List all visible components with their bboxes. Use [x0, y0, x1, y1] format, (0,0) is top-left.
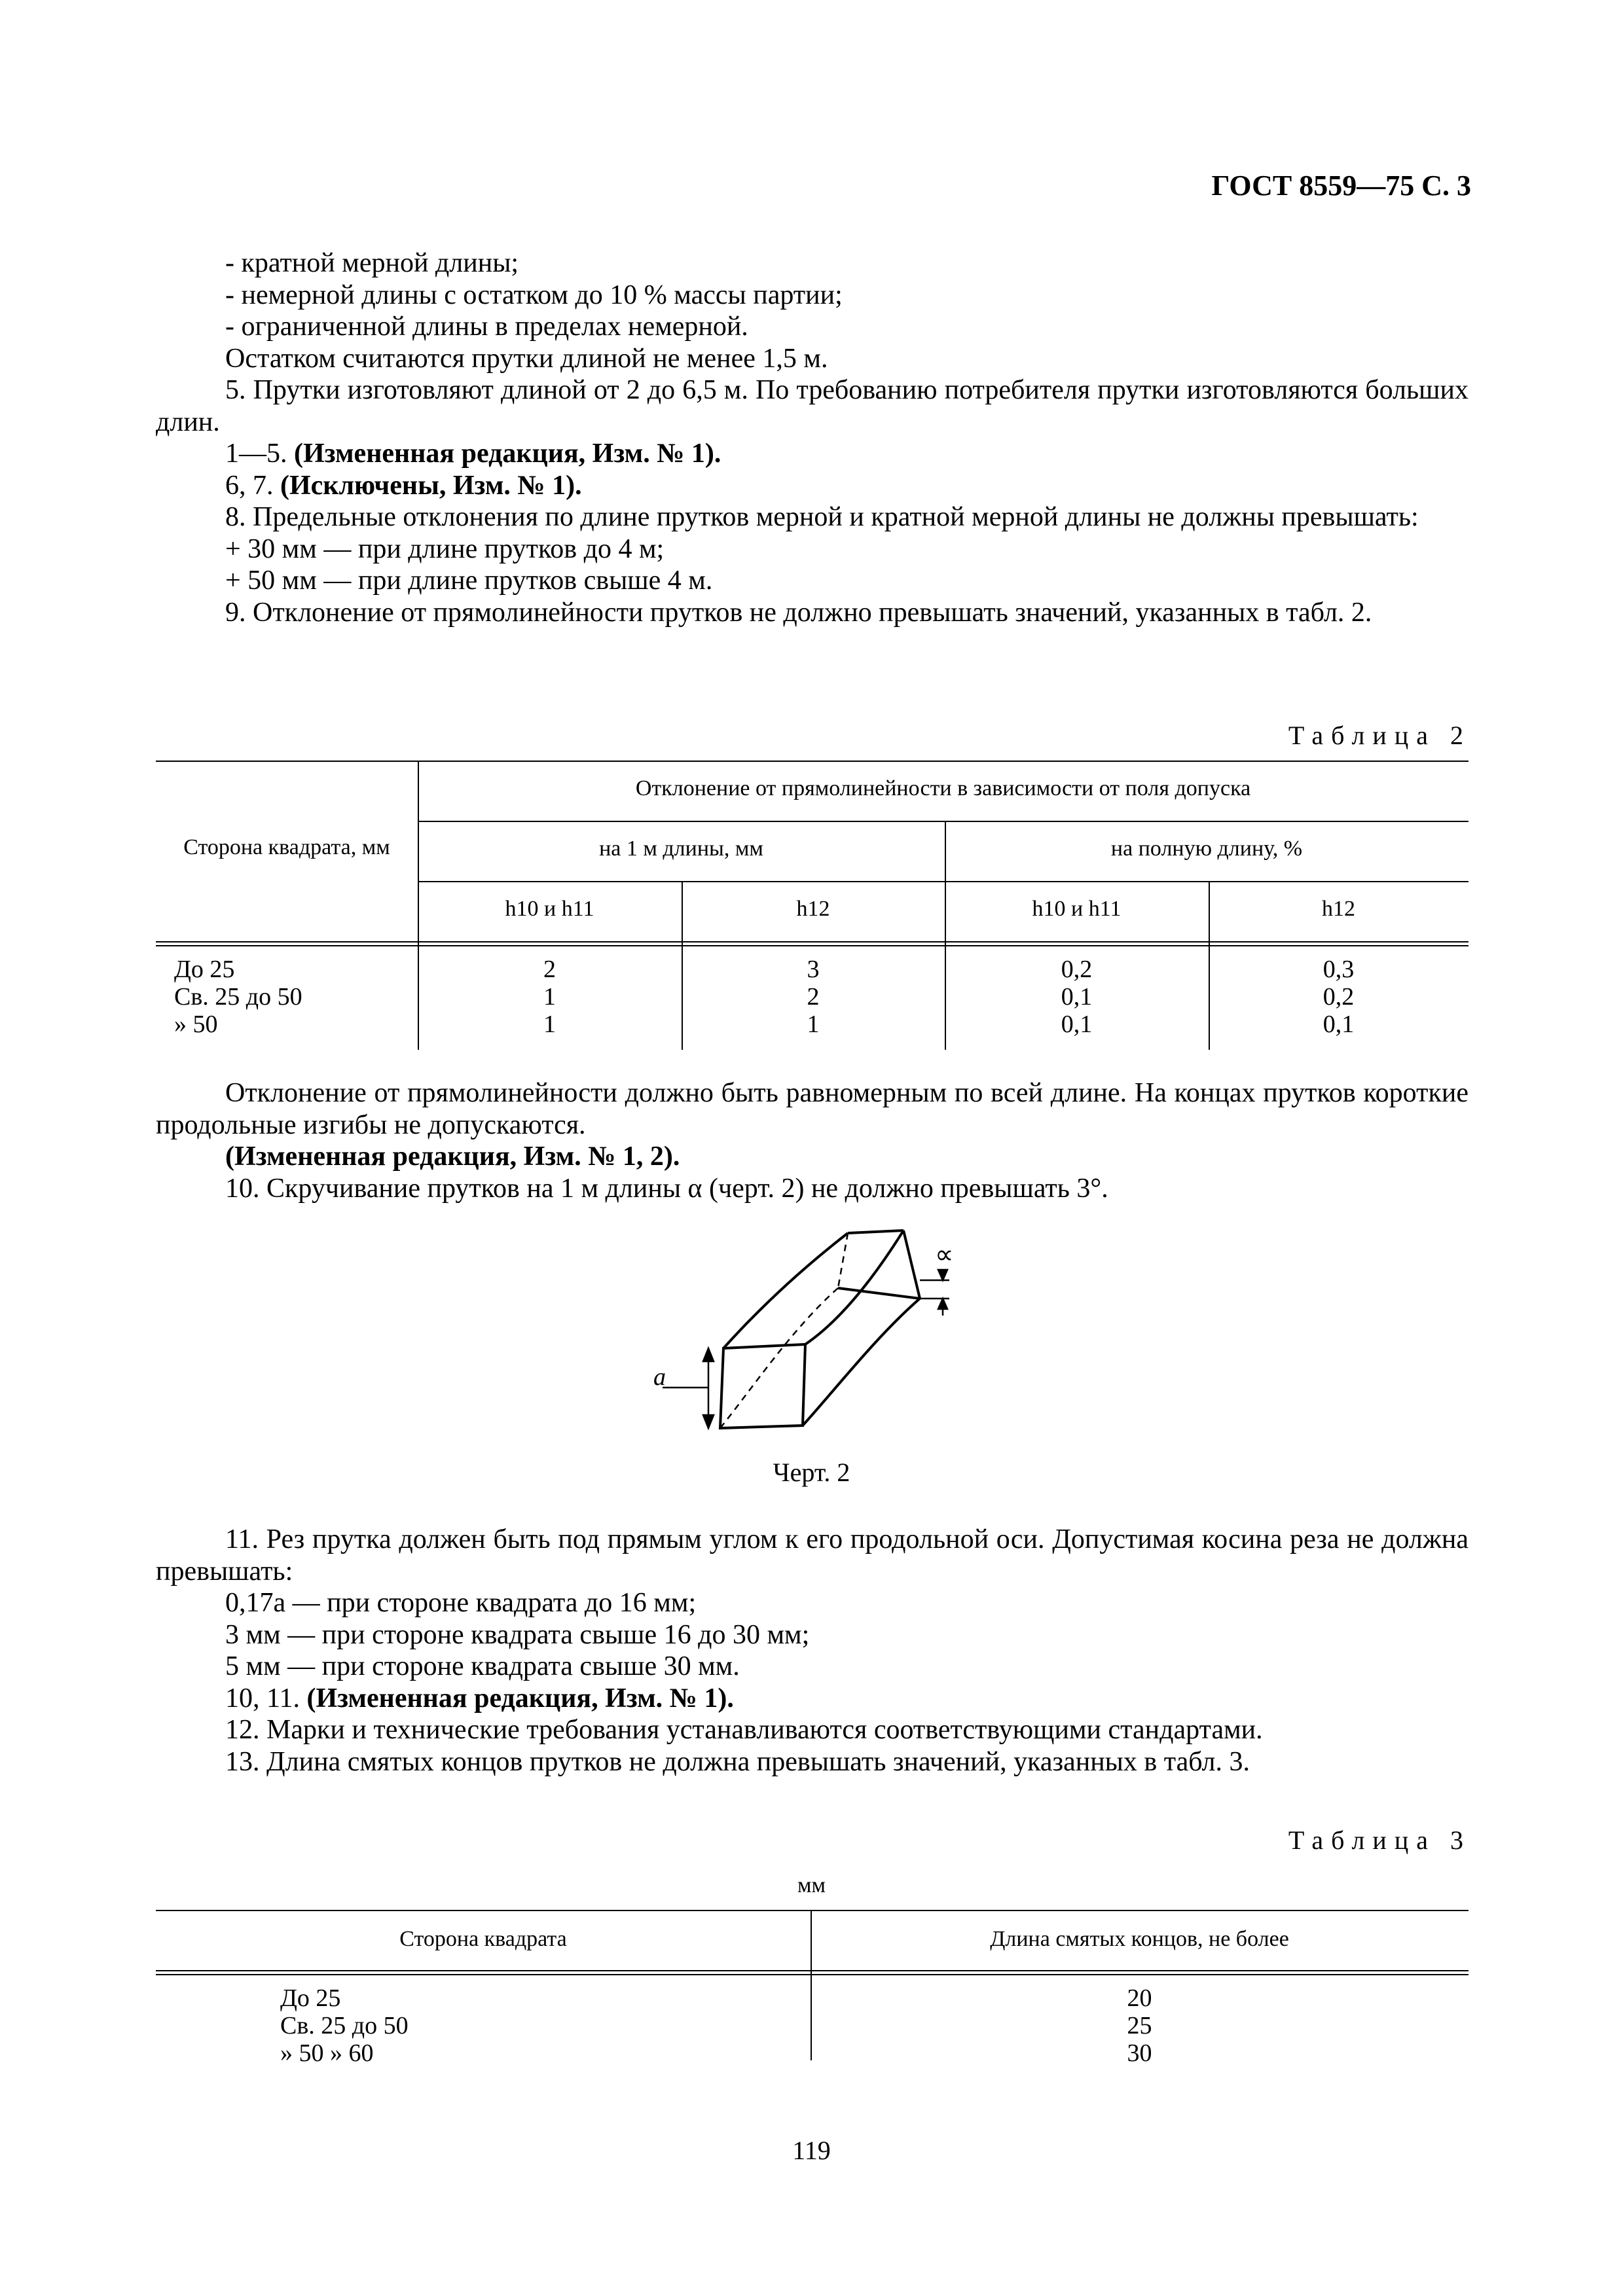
paragraph-text: + 50 мм — при длине прутков свыше 4 м. [225, 565, 713, 596]
table-cell: Св. 25 до 50 [174, 983, 302, 1011]
paragraph [156, 311, 1468, 343]
paragraph-number: 6, 7. [225, 470, 280, 501]
text-block-1 [156, 247, 1468, 628]
paragraph [156, 1683, 1468, 1715]
paragraph-text: 3 мм — при стороне квадрата свыше 16 до 30 мм; [225, 1619, 810, 1650]
table2-col-h12-a: h12 [796, 897, 830, 921]
table-cell: 1 [543, 1011, 556, 1038]
paragraph-text: - немерной длины с остатком до 10 % массы партии; [225, 279, 843, 310]
paragraph [156, 1746, 1468, 1778]
paragraph-text: 11. Рез прутка должен быть под прямым углом к его продольной оси. Допустимая косина реза не должна превышать: [156, 1524, 1468, 1587]
paragraph-text: 5 мм — при стороне квадрата свыше 30 мм. [225, 1651, 740, 1681]
table-cell: 0,1 [1061, 983, 1093, 1011]
paragraph-text: 5. Прутки изготовляют длиной от 2 до 6,5 м. По требованию потребителя прутки изготовляются больших длин. [156, 375, 1468, 437]
table-cell: 30 [1127, 2039, 1152, 2067]
table-cell: » 50 » 60 [280, 2039, 374, 2067]
table-cell: 1 [543, 983, 556, 1011]
paragraph [156, 501, 1468, 533]
amendment-note: (Исключены, Изм. № 1). [280, 470, 582, 501]
paragraph-text: - кратной мерной длины; [225, 248, 519, 278]
table2-caption: Таблица 2 [1288, 721, 1471, 750]
table2-col-h10h11-a: h10 и h11 [505, 897, 594, 921]
table2-subheader-full-length: на полную длину, % [1110, 836, 1303, 861]
page-header: ГОСТ 8559—75 С. 3 [1211, 170, 1471, 202]
label-a: a [653, 1363, 666, 1391]
table3-header-side: Сторона квадрата [399, 1927, 567, 1951]
amendment-note: (Измененная редакция, Изм. № 1). [294, 439, 721, 469]
table-cell: 2 [543, 956, 556, 983]
paragraph-text: Остатком считаются прутки длиной не менее 1,5 м. [225, 343, 828, 374]
paragraph [156, 1619, 1468, 1651]
table3-header-length: Длина смятых концов, не более [990, 1927, 1289, 1951]
table2-col-h10h11-b: h10 и h11 [1032, 897, 1122, 921]
table-cell: До 25 [280, 1984, 341, 2012]
table-cell: Св. 25 до 50 [280, 2012, 409, 2039]
table-cell: 1 [807, 1011, 820, 1038]
paragraph [156, 533, 1468, 565]
paragraph [156, 1173, 1468, 1205]
text-block-3 [156, 1524, 1468, 1778]
paragraph [156, 1714, 1468, 1746]
paragraph [156, 1524, 1468, 1587]
table-cell: 0,2 [1322, 983, 1355, 1011]
table2-subheader-per-meter: на 1 м длины, мм [599, 836, 763, 861]
figure-caption: Черт. 2 [773, 1458, 850, 1487]
paragraph-text: 13. Длина смятых концов прутков не должна превышать значений, указанных в табл. 3. [225, 1746, 1250, 1777]
table2-group-header: Отклонение от прямолинейности в зависимости от поля допуска [635, 776, 1251, 800]
paragraph-text: - ограниченной длины в пределах немерной. [225, 312, 748, 342]
table3-caption: Таблица 3 [1288, 1825, 1471, 1855]
table-cell: 0,1 [1061, 1011, 1093, 1038]
amendment-note: (Измененная редакция, Изм. № 1). [306, 1683, 734, 1713]
paragraph-text: 9. Отклонение от прямолинейности прутков не должно превышать значений, указанных в табл. 2. [225, 597, 1372, 628]
paragraph-number: 10, 11. [225, 1683, 307, 1713]
paragraph-text: 8. Предельные отклонения по длине прутков мерной и кратной мерной длины не должны превышать: [225, 502, 1419, 532]
paragraph-text: + 30 мм — при длине прутков до 4 м; [225, 533, 665, 564]
paragraph [156, 470, 1468, 502]
paragraph [156, 1587, 1468, 1619]
paragraph-text: 12. Марки и технические требования устанавливаются соответствующими стандартами. [225, 1715, 1263, 1745]
paragraph [156, 374, 1468, 438]
amendment-note: (Измененная редакция, Изм. № 1, 2). [225, 1141, 680, 1172]
paragraph-number: 1—5. [225, 439, 294, 469]
table-cell: 0,2 [1061, 956, 1093, 983]
page-number: 119 [792, 2136, 831, 2165]
table-cell: 25 [1127, 2012, 1152, 2039]
table2-col-h12-b: h12 [1322, 897, 1355, 921]
table-cell: 20 [1127, 1984, 1152, 2012]
paragraph [156, 1651, 1468, 1683]
table-cell: » 50 [174, 1011, 218, 1038]
paragraph-text: 10. Скручивание прутков на 1 м длины α (черт. 2) не должно превышать 3°. [225, 1173, 1108, 1204]
twisted-bar-drawing [622, 1217, 1015, 1440]
paragraph [156, 438, 1468, 470]
table-cell: 2 [807, 983, 820, 1011]
table-cell: До 25 [174, 956, 235, 983]
paragraph [156, 279, 1468, 312]
paragraph [156, 565, 1468, 597]
table-cell: 0,1 [1322, 1011, 1355, 1038]
table-cell: 3 [807, 956, 820, 983]
label-alpha: ∝ [935, 1240, 954, 1269]
paragraph [156, 1141, 1468, 1173]
paragraph-text: 0,17а — при стороне квадрата до 16 мм; [225, 1588, 697, 1618]
paragraph [156, 247, 1468, 279]
paragraph [156, 343, 1468, 375]
table3-unit: мм [797, 1873, 826, 1897]
paragraph [156, 597, 1468, 629]
table-cell: 0,3 [1322, 956, 1355, 983]
table2-header-side: Сторона квадрата, мм [183, 835, 390, 859]
paragraph [156, 1077, 1468, 1141]
text-block-2 [156, 1077, 1468, 1204]
paragraph-text: Отклонение от прямолинейности должно быть равномерным по всей длине. На концах прутков короткие продольные изгибы не допускаются. [156, 1078, 1468, 1140]
